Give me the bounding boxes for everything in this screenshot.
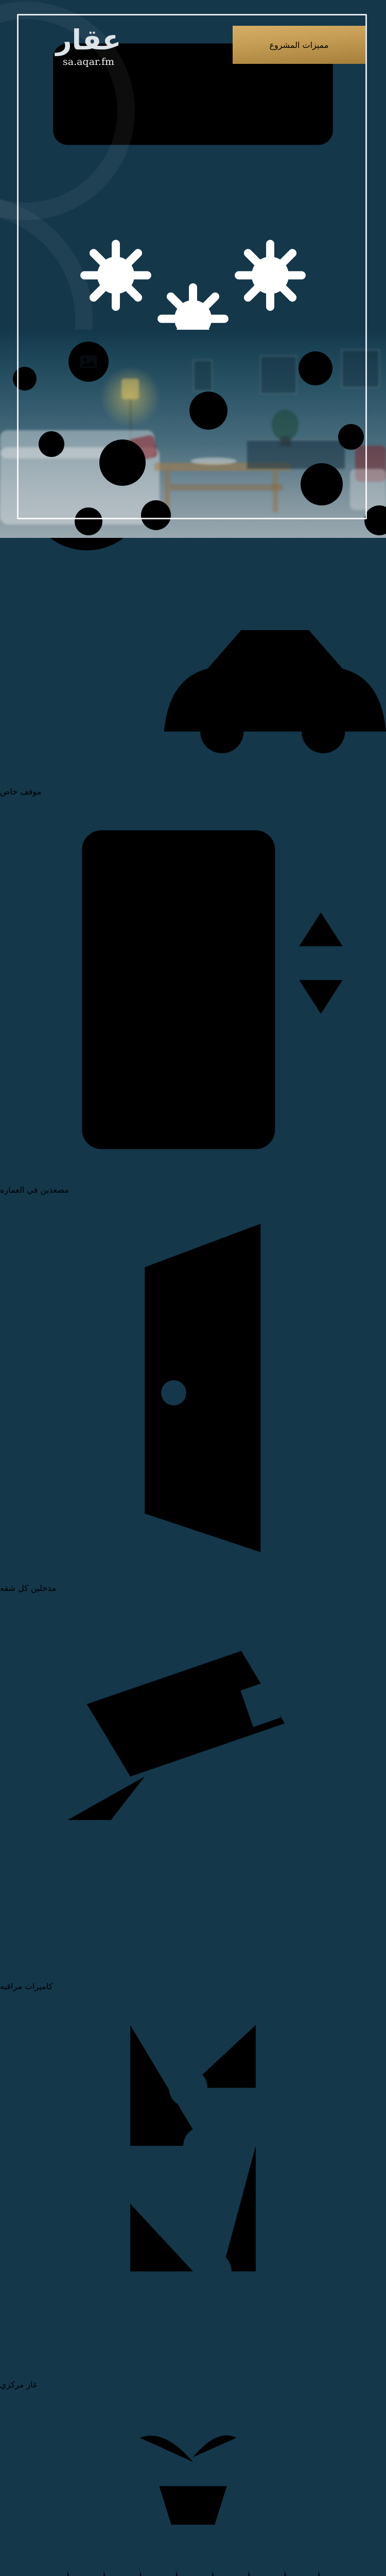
- elevator-icon: [0, 796, 386, 1183]
- feature-cctv: [0, 1593, 386, 1991]
- feature-gas: [0, 1991, 386, 2389]
- home-icon: [189, 392, 227, 430]
- balcony-icon: [0, 2389, 386, 2576]
- logo-subtitle: sa.aqar.fm: [62, 56, 115, 68]
- music-note-large-icon: [99, 439, 146, 486]
- logo-title: عقار: [56, 24, 121, 56]
- header-banner: [233, 26, 365, 64]
- feature-label: مصعدين في العماره: [0, 1185, 69, 1195]
- feature-label: غاز مركزي: [0, 2380, 38, 2389]
- key-icon: [364, 505, 386, 535]
- aqar-logo: [47, 25, 130, 67]
- page-title: مميزات المشروع: [269, 40, 329, 50]
- location-pin-icon: [301, 463, 343, 505]
- door-icon: [0, 1195, 386, 1581]
- camera-icon: [75, 507, 102, 535]
- photo-icon: [68, 342, 109, 382]
- feature-entrances: [0, 1195, 386, 1593]
- feature-label: مدخلين كل شقه: [0, 1583, 57, 1593]
- feature-label: كاميرات مراقبه: [0, 1981, 53, 1991]
- svg-text:♪: ♪: [47, 436, 56, 453]
- smart-home-network-overlay: [0, 335, 386, 538]
- film-icon: [141, 500, 171, 530]
- feature-balconies: [0, 2389, 386, 2576]
- music-note-icon: [39, 431, 64, 457]
- play-icon: [299, 351, 332, 385]
- feature-row-2: [0, 1593, 386, 2576]
- living-room-photo: [0, 330, 386, 538]
- feature-elevators: [0, 796, 386, 1195]
- cctv-icon: [0, 1593, 386, 1979]
- feature-label: موقف خاص: [0, 787, 42, 796]
- svg-text:▶: ▶: [310, 360, 321, 377]
- gas-icon: [0, 1991, 386, 2378]
- cart-icon: [338, 424, 364, 450]
- cloud-icon: [13, 367, 37, 391]
- svg-text:♫: ♫: [112, 449, 133, 477]
